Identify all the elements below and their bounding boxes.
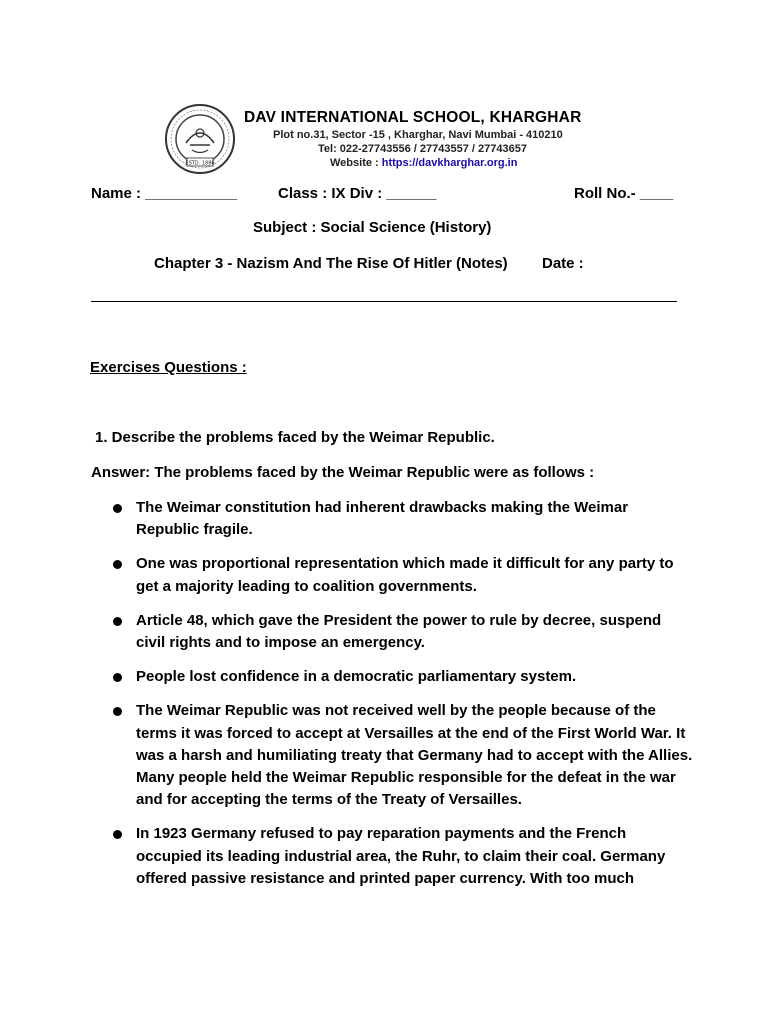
- list-item: [113, 553, 693, 597]
- list-item: [113, 497, 693, 541]
- list-item: [113, 823, 693, 890]
- list-item: [113, 610, 693, 654]
- exercises-heading: Exercises Questions :: [90, 359, 247, 376]
- school-address: Plot no.31, Sector -15 , Kharghar, Navi Mumbai - 410210: [273, 129, 563, 141]
- class-div-field: Class : IX Div : ______: [278, 185, 437, 202]
- bullet-icon: [113, 830, 122, 839]
- website-label: Website :: [330, 157, 382, 169]
- website-link[interactable]: https://davkharghar.org.in: [381, 157, 518, 169]
- answer-bullet-list: [113, 497, 693, 902]
- bullet-icon: [113, 617, 122, 626]
- bullet-text: The Weimar Republic was not received well by the people because of the terms it was forced to accept at Versailles at the end of the First World War. It was a harsh and humiliating treaty that Germany had to accept with the Allies. Many people held the Weimar Republic responsible for the defeat in the war and for accepting the terms of the Treaty of Versailles.: [136, 702, 693, 809]
- bullet-text: The Weimar constitution had inherent drawbacks making the Weimar Republic fragile.: [136, 499, 629, 539]
- list-item: [113, 666, 693, 688]
- logo-estd-text: ESTD. 1886: [185, 160, 215, 167]
- school-website: [330, 157, 517, 169]
- bullet-icon: [113, 673, 122, 682]
- date-field: Date :: [542, 255, 584, 272]
- school-telephone: Tel: 022-27743556 / 27743557 / 27743657: [318, 143, 527, 155]
- school-logo: [164, 103, 236, 175]
- bullet-text: Article 48, which gave the President the power to rule by decree, suspend civil rights and to impose an emergency.: [136, 611, 662, 652]
- bullet-icon: [113, 560, 122, 569]
- bullet-icon: [113, 707, 122, 716]
- answer-intro: Answer: The problems faced by the Weimar Republic were as follows :: [91, 464, 595, 481]
- header-divider: [91, 301, 677, 302]
- subject-line: Subject : Social Science (History): [253, 219, 492, 236]
- name-field: Name : ___________: [91, 185, 237, 202]
- list-item: [113, 700, 693, 811]
- school-name: DAV INTERNATIONAL SCHOOL, KHARGHAR: [244, 109, 582, 126]
- bullet-text: One was proportional representation which made it difficult for any party to get a majority leading to coalition governments.: [136, 555, 674, 595]
- bullet-text: People lost confidence in a democratic parliamentary system.: [136, 668, 577, 686]
- question-1: 1. Describe the problems faced by the Weimar Republic.: [95, 429, 495, 446]
- bullet-icon: [113, 504, 122, 513]
- roll-no-field: Roll No.- ____: [574, 185, 674, 202]
- bullet-text: In 1923 Germany refused to pay reparation payments and the French occupied its leading industrial area, the Ruhr, to claim their coal. Germany offered passive resistance and printed paper currency. With too much: [136, 825, 666, 887]
- chapter-title: Chapter 3 - Nazism And The Rise Of Hitler (Notes): [154, 255, 508, 272]
